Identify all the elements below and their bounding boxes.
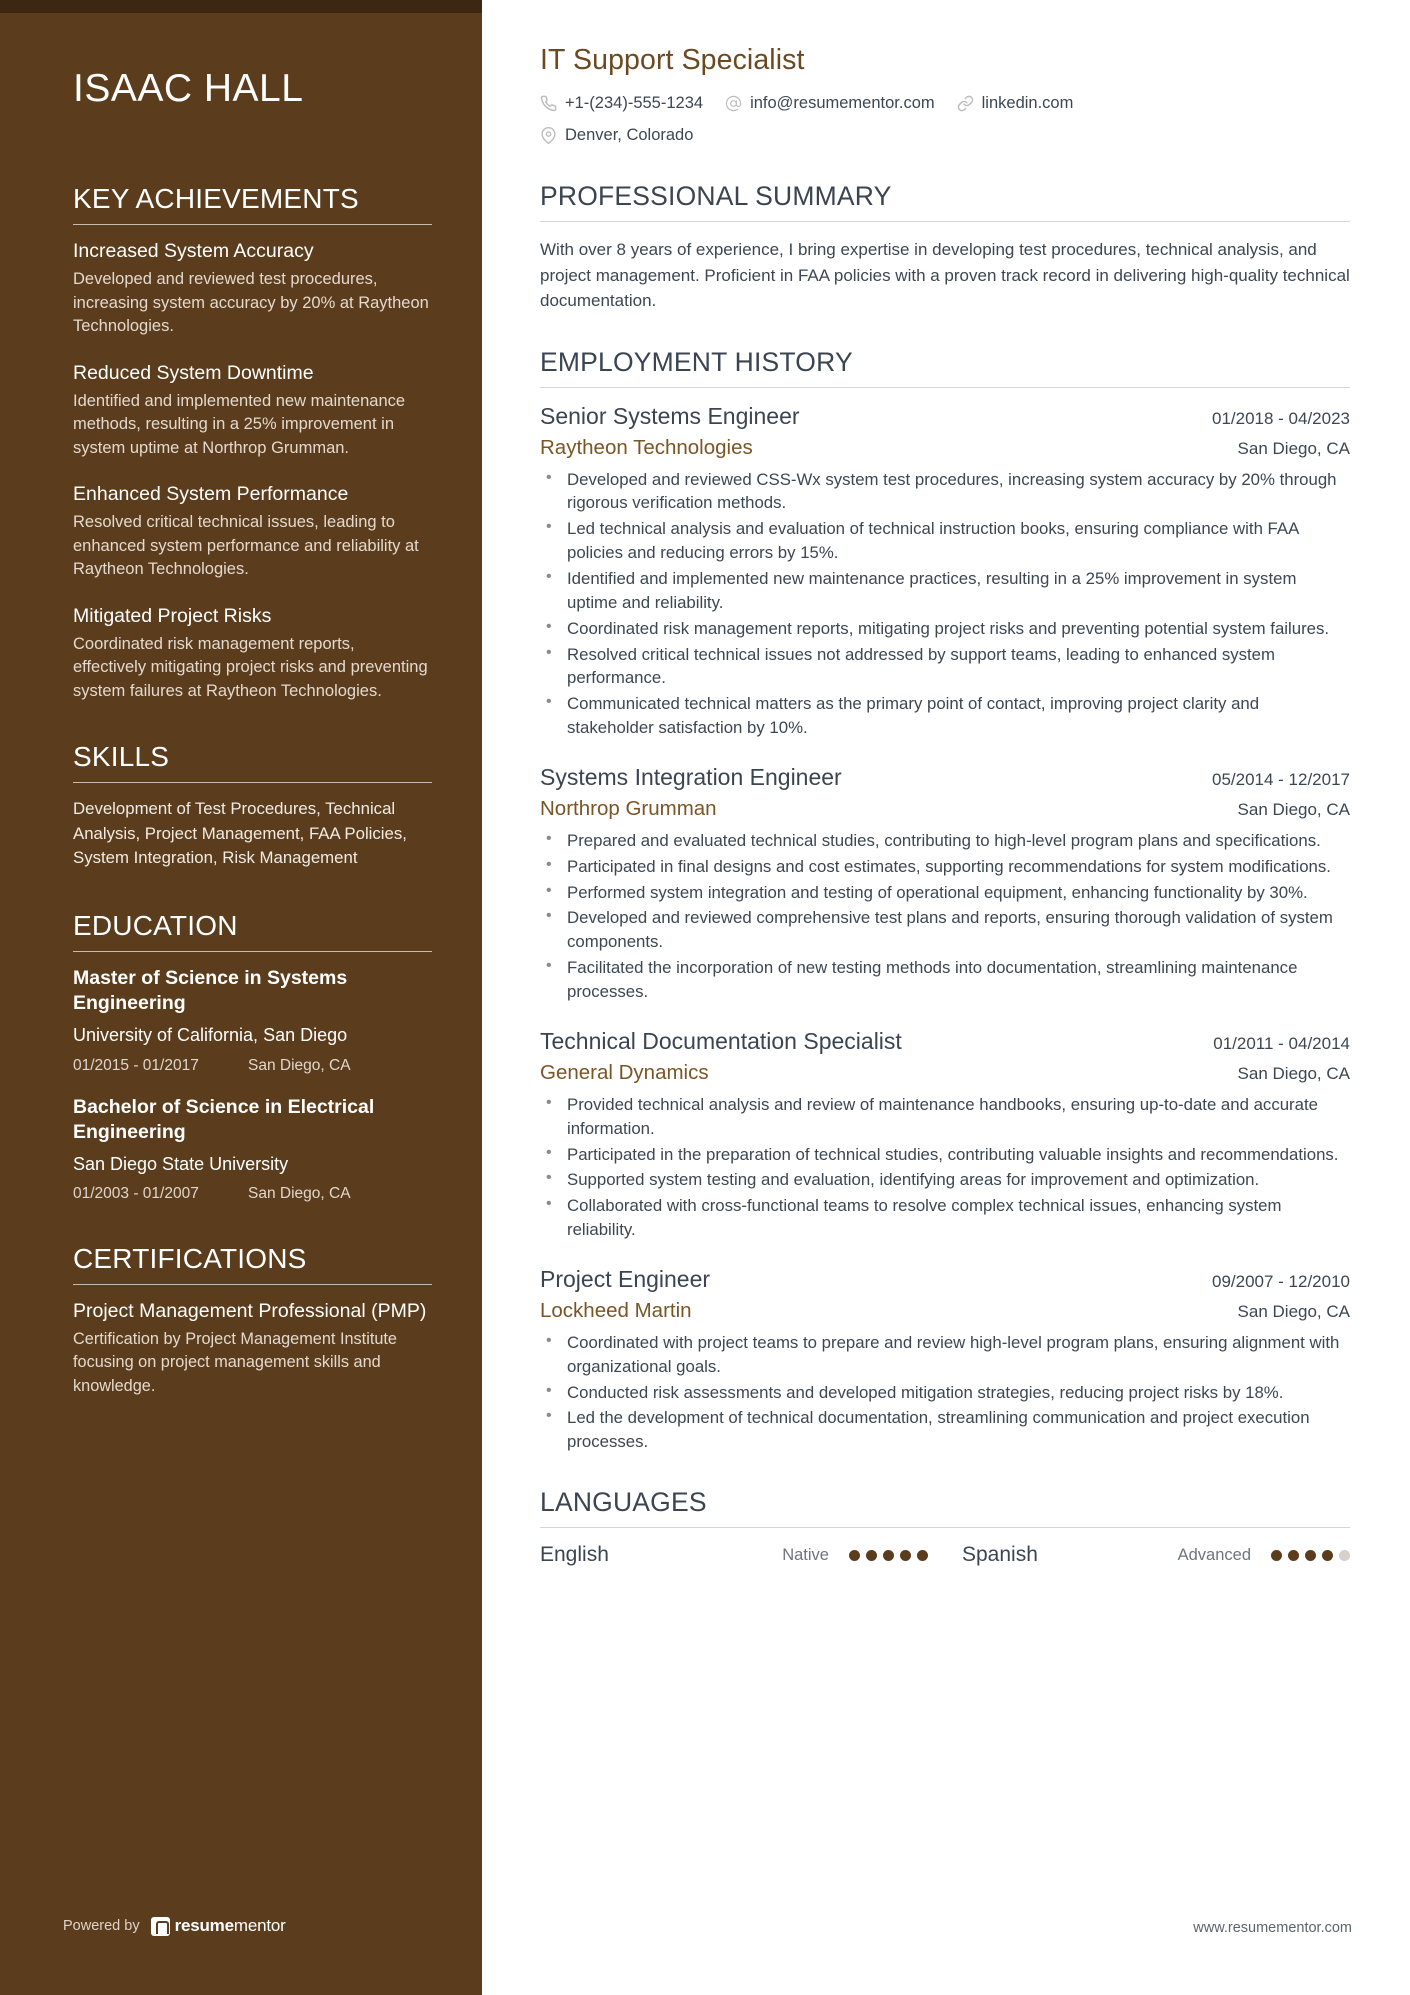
languages-heading: LANGUAGES (540, 1487, 707, 1518)
job-dates: 01/2011 - 04/2014 (1213, 1033, 1350, 1053)
achievement-item (73, 482, 432, 582)
link-icon (957, 95, 974, 112)
job-dates: 01/2018 - 04/2023 (1211, 408, 1350, 428)
job-bullet: • Conducted risk assessments and developed mitigation strategies, reducing project risks by 18%. (540, 1381, 1350, 1405)
job-bullet: • Facilitated the incorporation of new testing methods into documentation, streamlining maintenance processes. (540, 956, 1350, 1004)
job-bullet: • Coordinated risk management reports, mitigating project risks and preventing potential system failures. (540, 617, 1350, 641)
location-pin-icon (540, 127, 557, 144)
job-bullet: • Prepared and evaluated technical studies, contributing to high-level program plans and specifications. (540, 829, 1350, 853)
job-bullet: • Supported system testing and evaluation, identifying areas for improvement and optimization. (540, 1168, 1350, 1192)
job-role: Systems Integration Engineer (540, 763, 842, 790)
job-role: Senior Systems Engineer (540, 402, 800, 429)
employment-entry-header (540, 1266, 1350, 1293)
powered-by-footer (63, 1916, 286, 1936)
achievement-title: Enhanced System Performance (73, 483, 349, 506)
divider (540, 221, 1350, 222)
certifications-heading: CERTIFICATIONS (73, 1242, 307, 1274)
education-item (73, 1095, 432, 1203)
job-location: San Diego, CA (1237, 799, 1350, 819)
achievement-item (73, 604, 432, 704)
contact-email-text: info@resumementor.com (750, 94, 935, 112)
achievement-title: Reduced System Downtime (73, 361, 314, 384)
sidebar-top-accent-bar (0, 0, 482, 13)
education-dates: 01/2015 - 01/2017 (73, 1056, 199, 1074)
resumementor-wordmark (175, 1916, 286, 1936)
language-name: Spanish (962, 1543, 1038, 1567)
contact-location-text: Denver, Colorado (565, 125, 694, 144)
contact-phone[interactable] (540, 91, 703, 117)
sidebar (0, 0, 482, 1995)
job-company: General Dynamics (540, 1060, 709, 1084)
job-company: Lockheed Martin (540, 1298, 692, 1322)
divider (73, 782, 432, 783)
headline-job-title: IT Support Specialist (540, 44, 805, 76)
divider (540, 1527, 1350, 1528)
key-achievements-heading: KEY ACHIEVEMENTS (73, 182, 359, 214)
job-bullets (540, 468, 1350, 740)
language-rating-dots (1271, 1550, 1350, 1561)
language-rating-dots (849, 1550, 928, 1561)
rating-dot-filled (900, 1550, 911, 1561)
job-bullets (540, 1331, 1350, 1454)
skills-heading: SKILLS (73, 741, 170, 773)
language-name: English (540, 1543, 609, 1567)
rating-dot-filled (866, 1550, 877, 1561)
education-degree: Bachelor of Science in Electrical Engineering (73, 1095, 375, 1143)
language-level: Native (782, 1545, 829, 1564)
section-employment-history (540, 347, 1350, 1454)
employment-entry (540, 1266, 1350, 1454)
education-school: San Diego State University (73, 1153, 289, 1174)
certification-title: Project Management Professional (PMP) (73, 1299, 427, 1322)
education-location: San Diego, CA (248, 1056, 351, 1074)
job-bullet: • Led the development of technical documentation, streamlining communication and project execution processes. (540, 1406, 1350, 1454)
brand-prefix: resume (174, 1916, 234, 1935)
employment-entry-header (540, 764, 1350, 791)
job-bullet: • Developed and reviewed CSS-Wx system test procedures, increasing system accuracy by 20% through rigorous verification methods. (540, 468, 1350, 516)
job-bullet: • Provided technical analysis and review of maintenance handbooks, ensuring up-to-date and accurate information. (540, 1093, 1350, 1141)
section-education (73, 910, 432, 1203)
employment-entry-subheader (540, 1061, 1350, 1085)
achievement-title: Mitigated Project Risks (73, 604, 272, 627)
professional-summary-text: With over 8 years of experience, I bring expertise in developing test procedures, technical analysis, and project management. Proficient in FAA policies with a proven track record in delivering high-quality technical documentation. (540, 240, 1350, 311)
job-role: Technical Documentation Specialist (540, 1027, 902, 1054)
rating-dot-filled (917, 1550, 928, 1561)
contact-email[interactable] (725, 91, 935, 117)
education-meta (73, 1057, 432, 1075)
education-heading: EDUCATION (73, 910, 238, 942)
contact-phone-text: +1-(234)-555-1234 (565, 94, 704, 112)
job-bullet: • Participated in final designs and cost estimates, supporting recommendations for system modifications. (540, 855, 1350, 879)
job-bullet: • Performed system integration and testing of operational equipment, enhancing functionality by 30%. (540, 881, 1350, 905)
employment-entry (540, 1028, 1350, 1242)
job-dates: 09/2007 - 12/2010 (1211, 1271, 1350, 1291)
certification-item (73, 1299, 432, 1398)
job-bullet: • Resolved critical technical issues not addressed by support teams, leading to enhanced system performance. (540, 643, 1350, 691)
job-location: San Diego, CA (1237, 438, 1350, 458)
employment-entry-header (540, 1028, 1350, 1055)
divider (73, 1284, 432, 1285)
education-meta (73, 1185, 432, 1203)
education-dates: 01/2003 - 01/2007 (73, 1184, 199, 1202)
email-icon (725, 95, 742, 112)
education-school: University of California, San Diego (73, 1025, 348, 1046)
resumementor-logo (151, 1916, 286, 1936)
employment-entry-header (540, 403, 1350, 430)
rating-dot-filled (1288, 1550, 1299, 1561)
website-footer: www.resumementor.com (1193, 1920, 1352, 1936)
divider (540, 387, 1350, 388)
contact-details (540, 91, 1100, 148)
skills-list: Development of Test Procedures, Technical Analysis, Project Management, FAA Policies, System Integration, Risk Management (73, 799, 407, 868)
contact-link-text: linkedin.com (981, 94, 1074, 112)
job-bullet: • Developed and reviewed comprehensive test plans and reports, ensuring thorough validation of system components. (540, 906, 1350, 954)
employment-entry-subheader (540, 797, 1350, 821)
job-bullet: • Collaborated with cross-functional teams to resolve complex technical issues, enhancing system reliability. (540, 1194, 1350, 1242)
achievement-title: Increased System Accuracy (73, 239, 314, 262)
job-company: Raytheon Technologies (540, 435, 753, 459)
contact-location (540, 123, 1100, 149)
languages-row (540, 1543, 1350, 1567)
education-location: San Diego, CA (248, 1184, 351, 1202)
job-company: Northrop Grumman (540, 796, 717, 820)
rating-dot-filled (883, 1550, 894, 1561)
job-bullet: • Participated in the preparation of technical studies, contributing valuable insights and recommendations. (540, 1143, 1350, 1167)
job-dates: 05/2014 - 12/2017 (1211, 769, 1350, 789)
job-bullets (540, 1093, 1350, 1242)
section-skills (73, 741, 432, 870)
rating-dot-filled (1305, 1550, 1316, 1561)
powered-by-label: Powered by (63, 1918, 140, 1934)
divider (73, 951, 432, 952)
section-certifications (73, 1243, 432, 1398)
job-bullet: • Communicated technical matters as the primary point of contact, improving project clarity and stakeholder satisfaction by 10%. (540, 692, 1350, 740)
language-item (962, 1543, 1350, 1567)
achievement-description: Resolved critical technical issues, leading to enhanced system performance and reliability at Raytheon Technologies. (73, 513, 419, 579)
job-location: San Diego, CA (1237, 1063, 1350, 1083)
language-item (540, 1543, 928, 1567)
achievement-description: Coordinated risk management reports, effectively mitigating project risks and preventing system failures at Raytheon Technologies. (73, 635, 428, 700)
section-key-achievements (73, 183, 432, 703)
divider (73, 224, 432, 225)
professional-summary-heading: PROFESSIONAL SUMMARY (540, 181, 892, 212)
employment-entry (540, 764, 1350, 1004)
phone-icon (540, 95, 557, 112)
rating-dot-empty (1339, 1550, 1350, 1561)
candidate-name: ISAAC HALL (73, 67, 304, 110)
education-item (73, 966, 432, 1074)
education-degree: Master of Science in Systems Engineering (73, 967, 348, 1015)
section-languages (540, 1487, 1350, 1567)
brand-suffix: mentor (233, 1916, 286, 1935)
rating-dot-filled (849, 1550, 860, 1561)
achievement-item (73, 239, 432, 339)
achievement-description: Identified and implemented new maintenance methods, resulting in a 25% improvement in system uptime at Northrop Grumman. (73, 391, 406, 457)
section-professional-summary (540, 181, 1350, 314)
job-bullets (540, 829, 1350, 1004)
main-content (482, 0, 1410, 1995)
contact-link[interactable] (957, 91, 1074, 117)
employment-entry-subheader (540, 436, 1350, 460)
employment-entry-subheader (540, 1299, 1350, 1323)
certification-description: Certification by Project Management Institute focusing on project management skills and knowledge. (73, 1330, 397, 1395)
employment-entry (540, 403, 1350, 740)
employment-history-heading: EMPLOYMENT HISTORY (540, 346, 853, 377)
resumementor-mark-icon (151, 1917, 170, 1936)
job-bullet: • Identified and implemented new maintenance practices, resulting in a 25% improvement in system uptime and reliability. (540, 567, 1350, 615)
achievement-description: Developed and reviewed test procedures, increasing system accuracy by 20% at Raytheon Technologies. (73, 270, 429, 336)
job-bullet: • Led technical analysis and evaluation of technical instruction books, ensuring compliance with FAA policies and reducing errors by 15%. (540, 517, 1350, 565)
rating-dot-filled (1322, 1550, 1333, 1561)
language-level: Advanced (1177, 1545, 1251, 1564)
job-location: San Diego, CA (1237, 1301, 1350, 1321)
achievement-item (73, 361, 432, 461)
job-bullet: • Coordinated with project teams to prepare and review high-level program plans, ensuring alignment with organizational goals. (540, 1331, 1350, 1379)
job-role: Project Engineer (540, 1265, 711, 1292)
rating-dot-filled (1271, 1550, 1282, 1561)
